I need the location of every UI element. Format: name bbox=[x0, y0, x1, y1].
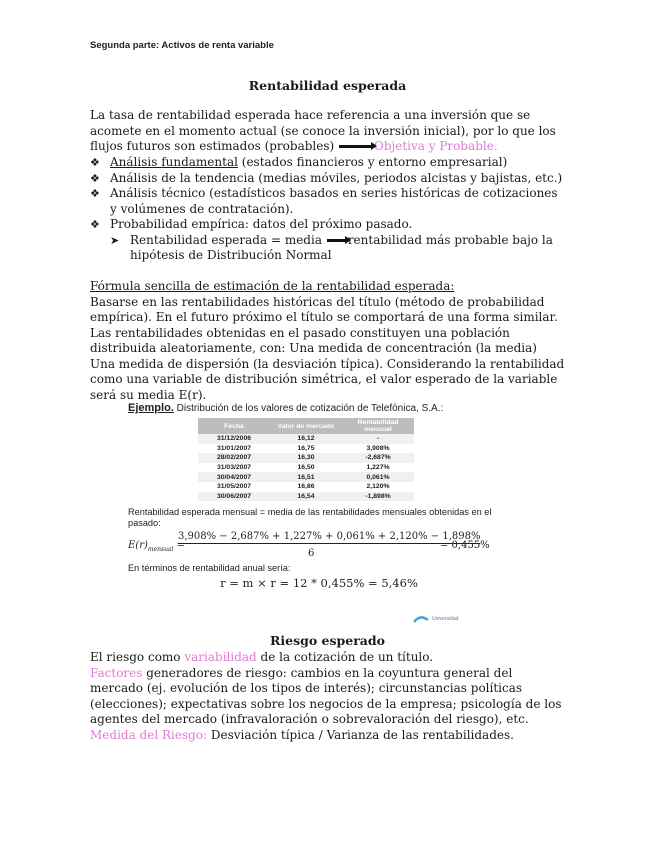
intro-link: Objetiva y Probable. bbox=[374, 139, 498, 153]
logo-text: Universidad bbox=[432, 616, 459, 622]
table-cell: 28/02/2007 bbox=[198, 453, 270, 463]
table-cell: 31/01/2007 bbox=[216, 444, 252, 452]
table-row bbox=[198, 444, 414, 454]
table-cell: 2,120% bbox=[366, 483, 390, 491]
table-cell: 31/03/2007 bbox=[216, 464, 252, 472]
arrow-icon bbox=[339, 145, 373, 148]
table-cell: 16,30 bbox=[270, 453, 342, 463]
example-title-text: Distribución de los valores de cotización de Telefónica, S.A.: bbox=[173, 403, 444, 414]
table-row bbox=[198, 463, 414, 473]
annual-text: En términos de rentabilidad anual sería: bbox=[128, 563, 291, 574]
formula-numerator: 3,908% − 2,687% + 1,227% + 0,061% + 2,120% − 1,898% bbox=[178, 531, 481, 543]
sub-text-a: Rentabilidad esperada = media bbox=[130, 232, 322, 247]
table-cell: 16,54 bbox=[270, 492, 342, 502]
table-cell: 31/12/2006 bbox=[198, 434, 270, 444]
table-cell: 16,51 bbox=[270, 472, 342, 482]
sub-text-b: rentabilidad más probable bajo la hipótesis de Distribución Normal bbox=[130, 232, 553, 262]
factores-link: Factores bbox=[90, 665, 143, 680]
bullet-text: Análisis de la tendencia (medias móviles, periodos alcistas y bajistas, etc.) bbox=[110, 170, 563, 185]
bullet-text: Probabilidad empírica: datos del próximo pasado. bbox=[110, 217, 413, 231]
table-cell: 16,86 bbox=[297, 483, 315, 491]
arrow-icon bbox=[327, 239, 347, 242]
section-title-rentabilidad: Rentabilidad esperada bbox=[248, 78, 407, 93]
example-title bbox=[128, 402, 510, 414]
example-figure bbox=[128, 402, 510, 622]
table-row bbox=[198, 472, 414, 482]
intro-text: La tasa de rentabilidad esperada hace referencia a una inversión que se acomete en el momento actual (se conoce la inversión inicial), por lo que los flujos futuros son estimados (probables) bbox=[90, 108, 556, 153]
quote-table bbox=[198, 418, 414, 501]
formula-heading: Fórmula sencilla de estimación de la rentabilidad esperada: bbox=[90, 279, 455, 293]
column-header: Valor de mercado bbox=[270, 418, 342, 434]
table-cell: 30/06/2007 bbox=[198, 492, 270, 502]
intro-paragraph bbox=[90, 108, 565, 155]
lhs-subscript: mensual bbox=[147, 546, 174, 554]
table-cell: 3,908% bbox=[366, 444, 390, 452]
formula-paragraph: Basarse en las rentabilidades históricas del título (método de probabilidad empírica). En el futuro próximo el título se comportará de una forma similar. Las rentabilidades obtenidas en el pasado constituyen una población distribuida aleatoriamente, con: Una medida de concentración (la media) Una medida de dispersión (la desviación típica). Considerando la rentabilidad como una variable de distribución simétrica, el valor esperado de la variable será su media E(r). bbox=[90, 294, 565, 402]
risk-factores bbox=[90, 666, 565, 728]
formula-section bbox=[90, 279, 565, 403]
table-cell: 16,75 bbox=[297, 444, 315, 452]
bullet-underlined: Análisis fundamental bbox=[110, 155, 238, 169]
table-cell: -1,898% bbox=[342, 492, 414, 502]
table-cell: 16,12 bbox=[270, 434, 342, 444]
monthly-text: Rentabilidad esperada mensual = media de las rentabilidades mensuales obtenidas en el pasado: bbox=[128, 507, 492, 529]
medida-text: Desviación típica / Varianza de las rentabilidades. bbox=[207, 727, 514, 742]
sub-list-item bbox=[110, 233, 565, 264]
diamond-bullet-icon: ❖ bbox=[90, 171, 100, 185]
table-row bbox=[198, 482, 414, 492]
page-header: Segunda parte: Activos de renta variable bbox=[90, 40, 274, 51]
table-row bbox=[198, 453, 414, 463]
table-cell: - bbox=[342, 434, 414, 444]
table-cell: 1,227% bbox=[366, 464, 390, 472]
diamond-bullet-icon: ❖ bbox=[90, 187, 100, 200]
annual-formula: r = m × r = 12 * 0,455% = 5,46% bbox=[220, 576, 418, 591]
table-cell: 30/04/2007 bbox=[198, 472, 270, 482]
table-cell: -2,687% bbox=[342, 453, 414, 463]
bullet-text: Análisis técnico (estadísticos basados en series históricas de cotizaciones y volúmenes de contratación). bbox=[110, 186, 558, 216]
risk-medida bbox=[90, 728, 565, 744]
column-header: Fecha bbox=[198, 418, 270, 434]
bullet-list bbox=[90, 155, 565, 264]
university-logo bbox=[412, 612, 472, 626]
risk-line-1 bbox=[90, 650, 565, 666]
bullet-text: (estados financieros y entorno empresarial) bbox=[237, 155, 508, 169]
table-row bbox=[198, 434, 414, 444]
list-item bbox=[90, 217, 565, 233]
table-header-row bbox=[198, 418, 414, 434]
example-label: Ejemplo. bbox=[128, 402, 174, 414]
medida-link: Medida del Riesgo: bbox=[90, 727, 208, 742]
formula-result: = 0,455% bbox=[440, 540, 490, 552]
variabilidad-link: variabilidad bbox=[184, 650, 257, 664]
list-item bbox=[90, 155, 565, 171]
section-title-riesgo: Riesgo esperado bbox=[269, 633, 385, 648]
diamond-bullet-icon: ❖ bbox=[90, 156, 100, 169]
formula-lhs: $E(r)_{mensual}$ = bbox=[128, 540, 185, 554]
list-item bbox=[90, 186, 565, 217]
factores-text: generadores de riesgo: cambios en la coyuntura general del mercado (ej. evolución de los tipos de interés); circunstancias políticas (elecciones); expectativas sobre los negocios de la empresa; psicología de los agentes del mercado (infravaloración o sobrevaloración del riesgo), etc. bbox=[90, 665, 562, 726]
risk-section bbox=[90, 650, 565, 743]
formula-denominator: 6 bbox=[308, 548, 315, 560]
list-item bbox=[90, 171, 565, 187]
table-cell: 16,50 bbox=[297, 464, 315, 472]
table-row bbox=[198, 492, 414, 502]
diamond-bullet-icon: ❖ bbox=[90, 218, 100, 231]
arrowhead-bullet-icon: ➤ bbox=[110, 233, 120, 247]
column-header: Rentabilidad mensual bbox=[342, 418, 414, 434]
table-cell: 0,061% bbox=[342, 472, 414, 482]
lhs-symbol: E(r) bbox=[128, 540, 148, 552]
expected-return-formula bbox=[128, 531, 510, 563]
risk-text: El riesgo como bbox=[90, 650, 185, 664]
risk-text: de la cotización de un título. bbox=[256, 650, 434, 664]
table-cell: 31/05/2007 bbox=[216, 483, 252, 491]
